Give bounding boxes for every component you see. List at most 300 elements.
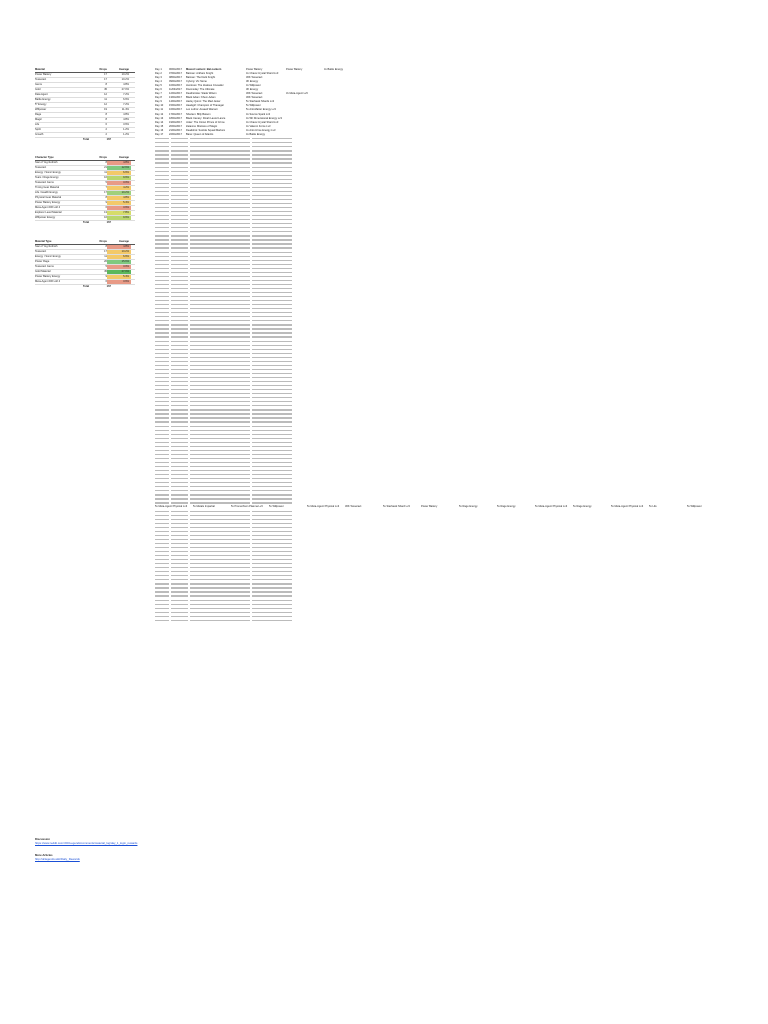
log-cell: 3K Energy	[246, 88, 259, 92]
header-cell: Drops	[99, 156, 107, 159]
log-cell	[252, 312, 292, 313]
table-cell: Power Battery Energy	[35, 275, 61, 278]
table-cell: Tears / Rage Energy	[35, 176, 59, 179]
log-cell	[155, 179, 169, 180]
log-cell	[171, 438, 188, 439]
log-cell: 4x Battle Energy	[246, 132, 266, 136]
log-cell	[171, 478, 188, 479]
table-cell	[89, 280, 107, 284]
log-cell	[171, 308, 188, 309]
log-cell	[190, 385, 250, 386]
log-cell	[252, 296, 292, 297]
log-cell	[155, 385, 169, 386]
log-cell	[190, 498, 250, 499]
log-cell: Lex Luthor: Assault Warsuit	[186, 108, 218, 112]
log-cell	[171, 162, 188, 163]
table-cell: Energy / Sonic Energy	[35, 255, 61, 258]
log-cell	[190, 527, 250, 528]
log-cell	[190, 454, 250, 455]
log-cell	[190, 393, 250, 394]
table-cell: Gems	[35, 83, 42, 86]
log-cell	[155, 369, 169, 370]
log-cell: Joker: The Clown Prince of Crime	[186, 120, 225, 124]
log-cell	[190, 474, 250, 475]
log-cell: Deadshot: Suicide Squad Marksm	[186, 128, 226, 132]
log-cell	[155, 235, 169, 236]
log-cell	[190, 336, 250, 337]
log-cell: 5x Rage Energy	[459, 505, 478, 509]
log-cell	[171, 446, 188, 447]
log-cell: 08/04/2017	[169, 76, 182, 80]
log-cell	[190, 268, 250, 269]
log-cell: 5x Rage Energy	[573, 505, 592, 509]
table-cell: 4.8%	[107, 196, 131, 200]
log-cell	[171, 575, 188, 576]
log-cell	[171, 183, 188, 184]
log-cell	[171, 551, 188, 552]
log-cell	[190, 300, 250, 301]
log-cell	[155, 620, 169, 621]
log-cell	[155, 239, 169, 240]
table-cell: Tesseract	[35, 166, 47, 169]
table-cell: Star of Yog-Sothoth	[35, 161, 58, 164]
table-cell: 17	[104, 191, 107, 194]
log-cell	[155, 547, 169, 548]
log-cell	[171, 381, 188, 382]
log-cell	[155, 171, 169, 172]
table-cell: 167	[106, 285, 111, 288]
log-cell: 5x Willpower	[246, 104, 261, 108]
table-cell: 6.6%	[107, 255, 131, 259]
log-cell	[155, 539, 169, 540]
log-cell	[155, 397, 169, 398]
log-cell	[252, 349, 292, 350]
table-cell: 1.2%	[123, 133, 129, 136]
log-cell	[190, 604, 250, 605]
log-cell	[252, 292, 292, 293]
daily-log	[155, 68, 725, 622]
log-cell	[155, 195, 169, 196]
log-cell	[190, 357, 250, 358]
log-cell	[155, 183, 169, 184]
log-cell	[190, 563, 250, 564]
log-cell: Black Canary: Dinah Laurel Lance	[186, 116, 226, 120]
more-articles-link[interactable]: http://dclegends.wiki/Daily_Rewards	[35, 857, 80, 861]
log-cell	[155, 482, 169, 483]
log-cell: 5x Rage Energy	[497, 505, 516, 509]
log-cell	[171, 539, 188, 540]
table-cell: Power Rage	[35, 260, 50, 263]
table-cell: 4.2%	[107, 186, 131, 190]
table-cell: 13	[104, 211, 107, 214]
log-cell	[190, 620, 250, 621]
log-cell	[190, 567, 250, 568]
log-cell	[190, 243, 250, 244]
log-row-placeholder	[155, 618, 725, 622]
log-cell	[171, 519, 188, 520]
log-cell	[252, 175, 292, 176]
log-cell	[190, 219, 250, 220]
log-cell	[171, 563, 188, 564]
log-cell	[190, 551, 250, 552]
log-cell: 5x Willpower	[687, 505, 702, 509]
log-cell	[155, 288, 169, 289]
log-cell	[171, 397, 188, 398]
log-cell	[171, 154, 188, 155]
log-cell	[252, 341, 292, 342]
log-cell	[252, 223, 292, 224]
log-row-placeholder	[155, 505, 725, 509]
log-cell	[155, 421, 169, 422]
log-cell	[252, 328, 292, 329]
log-cell	[171, 207, 188, 208]
log-cell	[252, 426, 292, 427]
log-cell	[171, 389, 188, 390]
table-cell: 16	[104, 216, 107, 219]
table-cell: 7.2%	[123, 103, 129, 106]
log-cell	[252, 462, 292, 463]
log-cell	[155, 470, 169, 471]
log-cell	[155, 494, 169, 495]
log-cell	[190, 519, 250, 520]
log-cell	[171, 349, 188, 350]
log-cell	[155, 324, 169, 325]
table-cell: 4.8%	[123, 118, 129, 121]
log-cell	[190, 434, 250, 435]
log-cell	[190, 292, 250, 293]
log-cell	[171, 421, 188, 422]
log-cell	[190, 138, 250, 139]
log-cell	[155, 612, 169, 613]
log-cell	[171, 442, 188, 443]
log-cell	[190, 328, 250, 329]
log-cell	[155, 207, 169, 208]
table-cell: 17	[104, 73, 107, 76]
log-cell	[252, 138, 292, 139]
table-cell	[89, 245, 107, 249]
log-cell	[252, 369, 292, 370]
log-cell	[155, 458, 169, 459]
log-cell	[171, 571, 188, 572]
table-cell: 8	[105, 83, 107, 86]
log-cell	[155, 389, 169, 390]
log-cell: 5x Meta-Agent Physical Lv3	[611, 505, 644, 509]
log-cell	[171, 595, 188, 596]
log-cell	[155, 446, 169, 447]
log-cell	[155, 138, 169, 139]
log-cell	[155, 434, 169, 435]
log-cell: 18/04/2017	[169, 116, 182, 120]
log-cell	[252, 215, 292, 216]
log-cell	[155, 498, 169, 499]
log-cell: Zatanna: Mistress of Magic	[186, 124, 218, 128]
table-cell: Gold Material	[35, 270, 51, 273]
summary-table-1	[35, 68, 135, 142]
log-cell	[155, 490, 169, 491]
log-cell: 4x Battle Energy	[324, 68, 344, 71]
log-cell: 09/04/2017	[169, 80, 182, 84]
log-cell	[252, 531, 292, 532]
log-cell	[190, 256, 250, 257]
log-cell	[171, 401, 188, 402]
log-cell	[155, 227, 169, 228]
log-cell: Day 15	[155, 124, 164, 128]
log-cell: Day 3	[155, 76, 162, 80]
log-cell: Cyborg: Vic Stone	[186, 80, 207, 84]
log-cell	[252, 616, 292, 617]
log-cell: 30K Tesseract	[246, 92, 263, 96]
log-cell	[252, 450, 292, 451]
log-cell	[155, 256, 169, 257]
table-cell: 15.6%	[107, 260, 131, 264]
log-cell	[252, 482, 292, 483]
log-cell	[155, 316, 169, 317]
table-cell: 167	[106, 221, 111, 224]
header-cell: Character Type	[35, 156, 54, 159]
log-cell	[190, 167, 250, 168]
log-cell	[252, 575, 292, 576]
log-cell	[155, 413, 169, 414]
log-cell	[252, 231, 292, 232]
log-cell	[171, 494, 188, 495]
log-cell	[190, 438, 250, 439]
log-cell	[190, 373, 250, 374]
log-cell	[252, 195, 292, 196]
more-articles-label: More Articles	[35, 853, 53, 857]
log-cell: Day 10	[155, 104, 164, 108]
log-cell	[252, 490, 292, 491]
log-cell	[155, 377, 169, 378]
log-cell	[171, 393, 188, 394]
table-cell: Power Battery	[35, 73, 52, 76]
log-cell: 17/04/2017	[169, 112, 182, 116]
log-cell	[171, 304, 188, 305]
log-cell	[155, 555, 169, 556]
log-cell	[155, 345, 169, 346]
log-cell: Bane: Queen of Atlantis	[186, 132, 214, 136]
log-cell: 5x Willpower	[269, 505, 284, 509]
log-cell	[171, 167, 188, 168]
table-cell: Total	[82, 138, 89, 141]
log-cell	[252, 409, 292, 410]
log-cell	[171, 272, 188, 273]
log-cell: 4x Willpower	[246, 84, 261, 88]
table-total-row	[35, 221, 135, 225]
log-cell	[155, 478, 169, 479]
table-cell: 8	[105, 113, 107, 116]
log-cell: Day 14	[155, 120, 164, 124]
log-cell	[155, 454, 169, 455]
log-cell	[252, 511, 292, 512]
log-cell	[252, 579, 292, 580]
log-cell	[190, 413, 250, 414]
log-cell	[171, 276, 188, 277]
table-cell: 5.4%	[107, 275, 131, 279]
table-cell: Battle Energy	[35, 98, 51, 101]
log-cell	[252, 446, 292, 447]
log-cell	[252, 421, 292, 422]
table-cell: 6	[105, 123, 107, 126]
header-cell: Material Type	[35, 240, 52, 243]
log-cell	[155, 260, 169, 261]
log-cell	[190, 608, 250, 609]
log-cell	[171, 587, 188, 588]
log-cell	[190, 203, 250, 204]
log-cell	[190, 187, 250, 188]
log-cell	[190, 320, 250, 321]
log-cell	[252, 361, 292, 362]
log-cell: Day 2	[155, 72, 162, 76]
log-cell	[171, 219, 188, 220]
log-cell	[190, 462, 250, 463]
log-cell	[190, 171, 250, 172]
log-cell	[252, 454, 292, 455]
table-cell: 1.2%	[123, 128, 129, 131]
log-cell	[190, 312, 250, 313]
log-cell	[171, 316, 188, 317]
log-cell	[190, 175, 250, 176]
log-cell	[171, 239, 188, 240]
log-cell: Batman: Arkham Knight	[186, 72, 214, 76]
log-cell: Day 4	[155, 80, 162, 84]
log-cell	[252, 567, 292, 568]
log-cell	[171, 268, 188, 269]
log-cell	[171, 260, 188, 261]
log-cell	[190, 417, 250, 418]
table-cell: 3.0%	[107, 265, 131, 269]
log-cell	[171, 320, 188, 321]
log-cell	[155, 579, 169, 580]
log-cell	[190, 142, 250, 143]
log-cell	[252, 316, 292, 317]
table-cell: 10.2%	[107, 191, 131, 195]
table-cell: 4.8%	[107, 161, 131, 165]
log-cell: Huntress: The Zealous Crusader	[186, 84, 224, 88]
log-cell	[252, 519, 292, 520]
log-cell	[171, 264, 188, 265]
log-cell: Day 13	[155, 116, 164, 120]
log-cell: 06/04/2017	[169, 68, 182, 71]
log-cell	[190, 231, 250, 232]
table-cell: 11.4%	[121, 108, 129, 111]
log-cell	[155, 519, 169, 520]
log-cell	[171, 482, 188, 483]
table-cell: 5.4%	[107, 201, 131, 205]
log-cell	[252, 539, 292, 540]
table-cell: Life / Health Energy	[35, 191, 58, 194]
log-cell	[324, 133, 364, 137]
log-cell	[155, 336, 169, 337]
log-cell	[171, 195, 188, 196]
log-cell	[252, 551, 292, 552]
log-cell	[252, 458, 292, 459]
log-cell	[252, 171, 292, 172]
log-cell	[155, 527, 169, 528]
log-cell	[190, 587, 250, 588]
log-cell	[171, 600, 188, 601]
log-cell	[190, 381, 250, 382]
table-cell: Willpower Energy	[35, 216, 56, 219]
log-cell	[155, 559, 169, 560]
log-cell	[252, 385, 292, 386]
log-cell: 15/04/2017	[169, 104, 182, 108]
log-cell	[155, 462, 169, 463]
log-cell	[190, 223, 250, 224]
discussion-link[interactable]: https://www.reddit.com/r/DCLegends/comments/material_log/day_1_login_rewards	[35, 841, 138, 845]
table-cell: 3.6%	[107, 280, 131, 284]
table-cell: 4.8%	[107, 245, 131, 249]
log-cell	[252, 256, 292, 257]
table-cell: Life	[35, 123, 40, 126]
log-cell	[171, 583, 188, 584]
table-cell	[89, 196, 107, 200]
table-cell: Gold	[35, 88, 41, 91]
log-cell	[190, 211, 250, 212]
log-cell	[252, 381, 292, 382]
log-cell: 5x Life	[649, 505, 657, 509]
table-total-row	[35, 285, 135, 289]
log-cell	[155, 308, 169, 309]
log-cell	[155, 486, 169, 487]
log-cell	[155, 150, 169, 151]
log-cell	[190, 539, 250, 540]
log-cell	[155, 247, 169, 248]
log-cell	[155, 511, 169, 512]
log-cell	[171, 288, 188, 289]
log-cell	[252, 365, 292, 366]
table-cell: Tesseract	[35, 250, 47, 253]
log-cell: Day 7	[155, 92, 162, 96]
log-cell	[155, 158, 169, 159]
log-cell	[155, 223, 169, 224]
log-cell	[252, 247, 292, 248]
log-cell: 4x Chaos Crystal Shard Lv3	[246, 72, 279, 76]
table-cell: Spirit	[35, 128, 41, 131]
log-cell	[155, 280, 169, 281]
log-cell: 11/04/2017	[169, 88, 182, 92]
table-cell: 3.6%	[107, 206, 131, 210]
log-cell: 4x Valeron Force Lv3	[246, 124, 271, 128]
log-cell: 5x Starhawk Shards Lv3	[246, 100, 275, 104]
log-cell	[155, 616, 169, 617]
log-cell	[252, 397, 292, 398]
log-cell	[155, 409, 169, 410]
log-cell	[252, 543, 292, 544]
log-cell	[252, 142, 292, 143]
log-cell	[171, 138, 188, 139]
log-cell	[155, 442, 169, 443]
log-cell	[252, 612, 292, 613]
table-cell: 27.0%	[107, 270, 131, 274]
log-cell	[171, 405, 188, 406]
log-cell	[190, 252, 250, 253]
log-cell	[190, 523, 250, 524]
log-cell	[171, 531, 188, 532]
log-cell	[171, 142, 188, 143]
log-cell	[252, 502, 292, 503]
log-cell	[252, 430, 292, 431]
log-cell	[155, 312, 169, 313]
discussion-label: Discussion	[35, 837, 50, 841]
log-cell	[190, 207, 250, 208]
log-cell	[155, 231, 169, 232]
log-cell	[171, 211, 188, 212]
log-cell: Day 17	[155, 132, 164, 136]
log-cell	[252, 219, 292, 220]
log-cell	[171, 332, 188, 333]
log-cell: 5x Meta-Agent Physical Lv3	[307, 505, 340, 509]
log-cell	[286, 133, 324, 137]
